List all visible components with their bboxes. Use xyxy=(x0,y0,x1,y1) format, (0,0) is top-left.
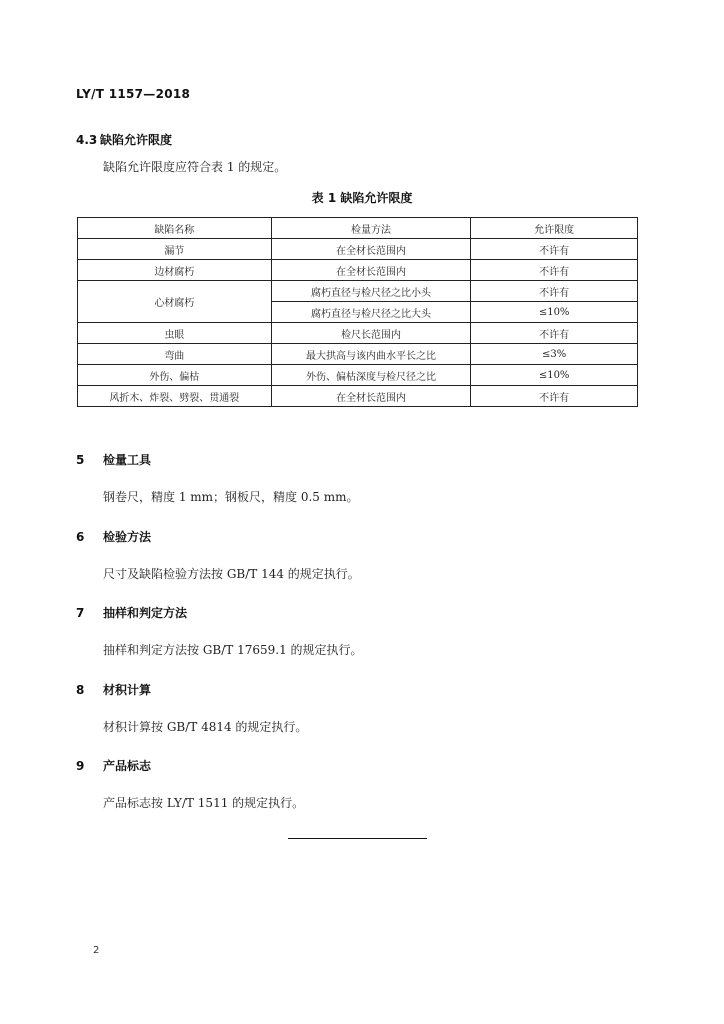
column-header-defect-name: 缺陷名称 xyxy=(78,218,272,239)
defect-name-cell: 心材腐朽 xyxy=(78,281,272,323)
section-title: 材积计算 xyxy=(103,683,152,697)
table-row xyxy=(78,323,638,344)
end-of-document-rule xyxy=(288,838,427,839)
limit-cell: 不许有 xyxy=(471,239,638,260)
defect-name-cell: 边材腐朽 xyxy=(78,260,272,281)
section-4-3-heading xyxy=(76,131,172,148)
method-cell: 在全材长范围内 xyxy=(271,260,471,281)
section-8-text: 材积计算按 GB/T 4814 的规定执行。 xyxy=(103,720,308,734)
section-9-heading xyxy=(76,757,151,774)
defect-name-cell: 漏节 xyxy=(78,239,272,260)
method-cell: 最大拱高与该内曲水平长之比 xyxy=(271,344,471,365)
section-title: 检验方法 xyxy=(103,530,152,544)
table-row xyxy=(78,239,638,260)
section-7-text: 抽样和判定方法按 GB/T 17659.1 的规定执行。 xyxy=(103,643,363,657)
limit-cell: 不许有 xyxy=(471,260,638,281)
defect-limits-table xyxy=(77,217,638,407)
section-title: 检量工具 xyxy=(103,453,152,467)
limit-cell: ≤10% xyxy=(471,365,638,386)
table-header-row xyxy=(78,218,638,239)
standard-code-header: LY/T 1157—2018 xyxy=(76,87,191,101)
section-number: 6 xyxy=(76,530,85,544)
column-header-limit: 允许限度 xyxy=(471,218,638,239)
limit-cell: ≤3% xyxy=(471,344,638,365)
method-cell: 在全材长范围内 xyxy=(271,239,471,260)
section-number: 8 xyxy=(76,683,85,697)
method-cell: 外伤、偏枯深度与检尺径之比 xyxy=(271,365,471,386)
method-cell: 腐朽直径与检尺径之比小头 xyxy=(271,281,471,302)
section-title: 抽样和判定方法 xyxy=(103,606,188,620)
section-title: 缺陷允许限度 xyxy=(100,133,173,147)
section-8-heading xyxy=(76,681,151,698)
limit-cell: 不许有 xyxy=(471,323,638,344)
defect-name-cell: 虫眼 xyxy=(78,323,272,344)
section-9-text: 产品标志按 LY/T 1511 的规定执行。 xyxy=(103,796,305,810)
limit-cell: ≤10% xyxy=(471,302,638,323)
page-number: 2 xyxy=(93,945,100,956)
table-row xyxy=(78,344,638,365)
defect-name-cell: 弯曲 xyxy=(78,344,272,365)
column-header-method: 检量方法 xyxy=(271,218,471,239)
table-row xyxy=(78,386,638,407)
method-cell: 检尺长范围内 xyxy=(271,323,471,344)
section-number: 9 xyxy=(76,759,85,773)
section-number: 7 xyxy=(76,606,85,620)
section-title: 产品标志 xyxy=(103,759,152,773)
section-7-heading xyxy=(76,604,187,621)
defect-name-cell: 风折木、炸裂、劈裂、贯通裂 xyxy=(78,386,272,407)
limit-cell: 不许有 xyxy=(471,386,638,407)
section-6-text: 尺寸及缺陷检验方法按 GB/T 144 的规定执行。 xyxy=(103,567,360,581)
section-6-heading xyxy=(76,528,151,545)
section-number: 4.3 xyxy=(76,133,98,147)
defect-name-cell: 外伤、偏枯 xyxy=(78,365,272,386)
limit-cell: 不许有 xyxy=(471,281,638,302)
method-cell: 腐朽直径与检尺径之比大头 xyxy=(271,302,471,323)
table-row xyxy=(78,365,638,386)
table-row xyxy=(78,281,638,302)
section-5-heading xyxy=(76,451,151,468)
section-4-3-text: 缺陷允许限度应符合表 1 的规定。 xyxy=(103,160,287,174)
method-cell: 在全材长范围内 xyxy=(271,386,471,407)
table-caption: 表 1 缺陷允许限度 xyxy=(311,191,413,205)
table-row xyxy=(78,260,638,281)
section-number: 5 xyxy=(76,453,85,467)
section-5-text: 钢卷尺，精度 1 mm；钢板尺，精度 0.5 mm。 xyxy=(103,490,359,504)
